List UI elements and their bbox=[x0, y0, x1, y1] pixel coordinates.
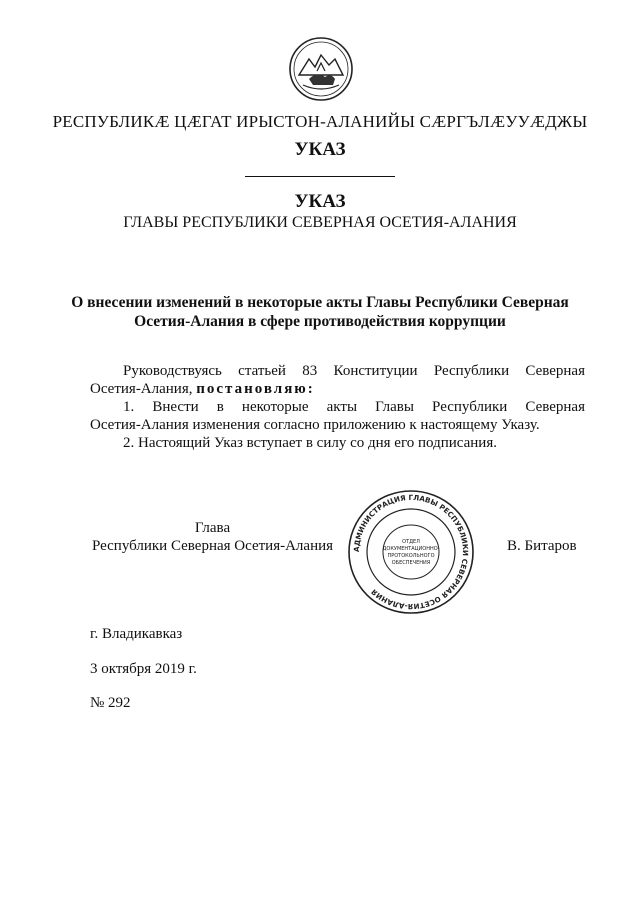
city: г. Владикавказ bbox=[90, 626, 183, 642]
ossetian-header: РЕСПУБЛИКӔ ЦӔГАТ ИРЫСТОН-АЛАНИЙЫ СӔРГЪЛӔУУӔДЖЫ bbox=[52, 112, 588, 131]
ukaz-heading: УКАЗ bbox=[294, 191, 346, 212]
document-number: № 292 bbox=[90, 695, 131, 711]
seal-ring-text: АДМИНИСТРАЦИЯ ГЛАВЫ РЕСПУБЛИКИ СЕВЕРНАЯ ОСЕТИЯ-АЛАНИЯ bbox=[351, 492, 471, 612]
signatory-title-line-1: Глава bbox=[194, 520, 231, 536]
issuer-heading: ГЛАВЫ РЕСПУБЛИКИ СЕВЕРНАЯ ОСЕТИЯ-АЛАНИЯ bbox=[123, 214, 517, 231]
paragraph-1-line-1: Руководствуясь статьей 83 Конституции Республики Северная bbox=[123, 363, 585, 379]
document-body bbox=[90, 362, 585, 452]
document-title bbox=[0, 293, 640, 331]
seal-center-line-4: ОБЕСПЕЧЕНИЯ bbox=[391, 560, 431, 566]
item-2: 2. Настоящий Указ вступает в силу со дня его подписания. bbox=[123, 435, 497, 451]
title-line-2: Осетия-Алания в сфере противодействия коррупции bbox=[134, 313, 506, 330]
signatory-title bbox=[90, 519, 335, 555]
svg-text:АДМИНИСТРАЦИЯ ГЛАВЫ РЕСПУБЛИКИ bbox=[352, 493, 470, 611]
signatory-name: В. Битаров bbox=[507, 538, 577, 554]
ukaz-ossetian-heading: УКАЗ bbox=[294, 139, 346, 160]
item-1-line-1: 1. Внести в некоторые акты Главы Республики Северная bbox=[123, 399, 585, 415]
item-1-line-2: Осетия-Алания изменения согласно приложению к настоящему Указу. bbox=[90, 417, 540, 433]
title-line-1: О внесении изменений в некоторые акты Главы Республики Северная bbox=[71, 294, 569, 311]
header-divider bbox=[245, 176, 395, 177]
paragraph-1-line-2: Осетия-Алания, постановляю: bbox=[90, 381, 315, 397]
official-seal bbox=[345, 488, 477, 616]
seal-center-line-2: ДОКУМЕНТАЦИОННО- bbox=[382, 546, 440, 552]
signatory-title-line-2: Республики Северная Осетия-Алания bbox=[91, 538, 334, 554]
decree-word: постановляю: bbox=[196, 381, 315, 397]
date: 3 октября 2019 г. bbox=[90, 661, 197, 677]
coat-of-arms-emblem bbox=[287, 35, 355, 103]
seal-center-line-1: ОТДЕЛ bbox=[402, 539, 420, 545]
seal-center-line-3: ПРОТОКОЛЬНОГО bbox=[387, 553, 435, 559]
